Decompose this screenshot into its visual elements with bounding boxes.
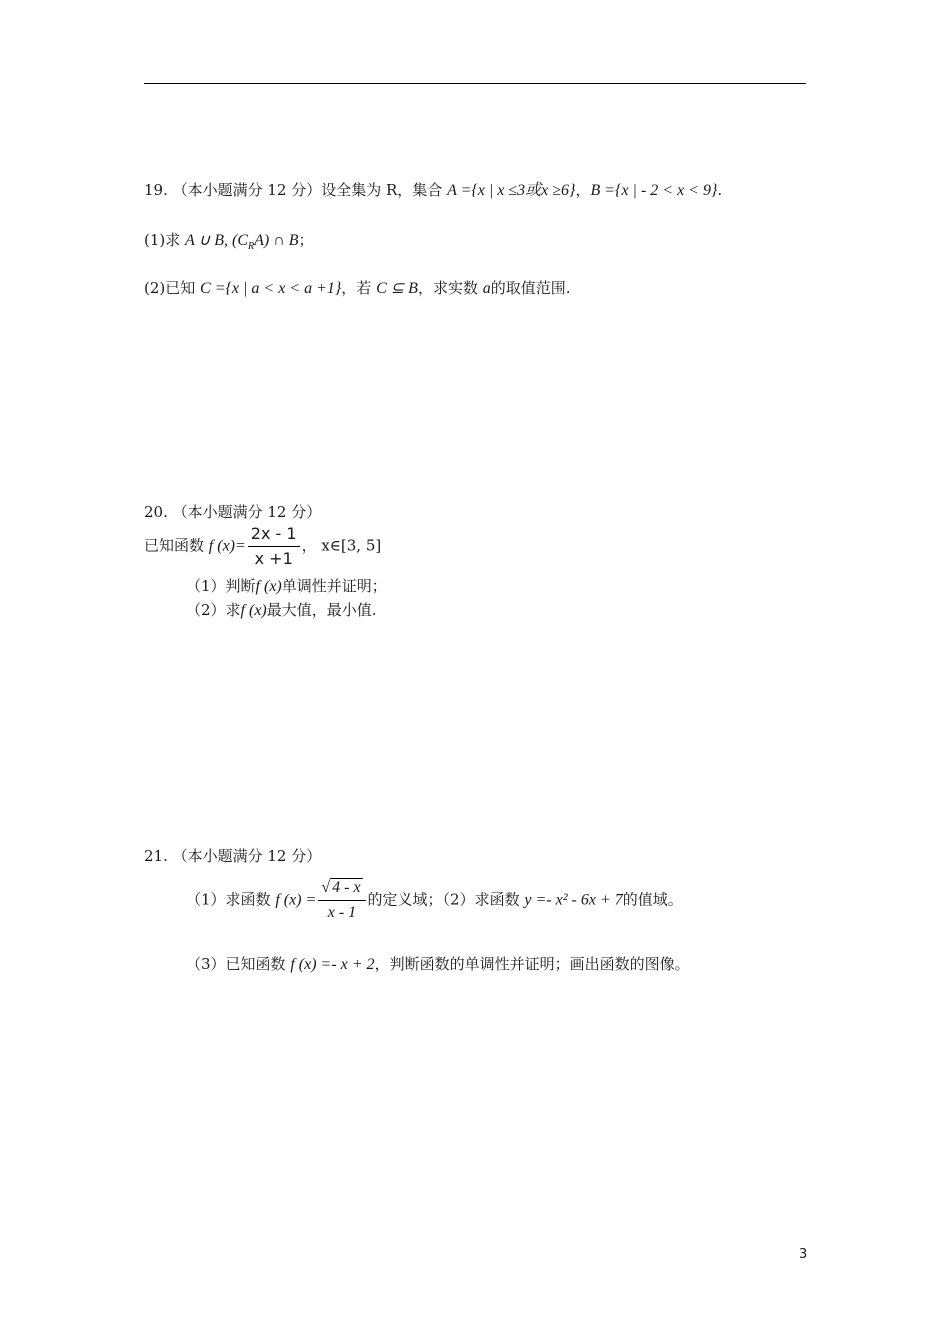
q19-part1 <box>144 230 314 257</box>
q19-part1-label: (1)求 <box>144 231 181 249</box>
q19-set-a: A ={x | x ≤3或x ≥6} <box>447 182 576 199</box>
q21-radicand: 4 - x <box>332 879 361 896</box>
q20-intro <box>144 524 381 569</box>
q19-part1-expr-b: A) ∩ B <box>254 232 299 249</box>
q21-part3-b: ，判断函数的单调性并证明；画出函数的图像。 <box>374 955 690 973</box>
q20-header: 20. （本小题满分 12 分） <box>144 503 322 521</box>
q20-part1-fx: f (x) <box>255 578 282 595</box>
header-rule <box>144 83 806 84</box>
q19-part1-sub: R <box>248 241 255 253</box>
q21-part2-expr: y =- x² - 6x + 7 <box>524 891 623 909</box>
q20-denominator: x +1 <box>254 549 293 568</box>
q20-part1-b: 单调性并证明； <box>281 577 387 595</box>
q20-domain: ， x∈[3, 5] <box>301 536 382 555</box>
q20-intro-text: 已知函数 <box>144 536 205 555</box>
q19-part1-expr-a: A ∪ B, (C <box>185 232 248 249</box>
q20-part2-a: （2）求 <box>186 601 241 619</box>
q21-numerator: √ 4 - x <box>318 878 365 901</box>
q21-part1-a: （1）求函数 <box>186 890 271 909</box>
q19-part2-label: (2)已知 <box>144 279 196 297</box>
q21-fraction <box>318 878 365 923</box>
q20-numerator: 2x - 1 <box>248 524 300 547</box>
q19-part2-tail2: 的取值范围. <box>490 279 571 297</box>
q19-set-b: B ={x | - 2 < x < 9} <box>590 182 718 199</box>
q19-part2 <box>144 278 571 299</box>
q19-part2-tail1: ，求实数 <box>417 279 478 297</box>
q21-denominator: x - 1 <box>327 904 357 921</box>
q19-header: 19. （本小题满分 12 分）设全集为 R，集合 <box>144 181 443 199</box>
q21-header: 21. （本小题满分 12 分） <box>144 847 322 865</box>
q20-fx: f (x)= <box>208 537 246 555</box>
q19-part2-mid: ，若 <box>341 279 372 297</box>
q21-part1-fx: f (x) = <box>275 891 317 909</box>
q20-part1 <box>186 576 387 597</box>
q20-part2 <box>186 600 377 621</box>
q21-part2-b: 的值域。 <box>622 890 683 909</box>
q21-part1-b: 的定义域；（2）求函数 <box>367 890 520 909</box>
q20-part2-fx: f (x) <box>240 602 267 619</box>
q21-part1-2 <box>186 878 683 923</box>
q19-part1-expr <box>185 232 299 253</box>
q20-fraction <box>248 524 300 569</box>
q19-end: . <box>717 181 723 199</box>
q19-sep: ， <box>575 181 591 199</box>
q21-part3-expr: f (x) =- x + 2 <box>290 956 375 973</box>
q19-set-c: C ={x | a < x < a +1} <box>200 280 342 297</box>
q19-part1-end: ； <box>298 231 314 249</box>
q19-line1 <box>144 180 722 201</box>
q20-part2-b: 最大值，最小值. <box>266 601 377 619</box>
q21-part3 <box>186 954 690 975</box>
q21-part3-a: （3）已知函数 <box>186 955 286 973</box>
q19-subset: C ⊆ B <box>376 280 418 297</box>
page-number: 3 <box>799 1247 808 1262</box>
q19-var-a: a <box>482 280 491 297</box>
q20-part1-a: （1）判断 <box>186 577 256 595</box>
